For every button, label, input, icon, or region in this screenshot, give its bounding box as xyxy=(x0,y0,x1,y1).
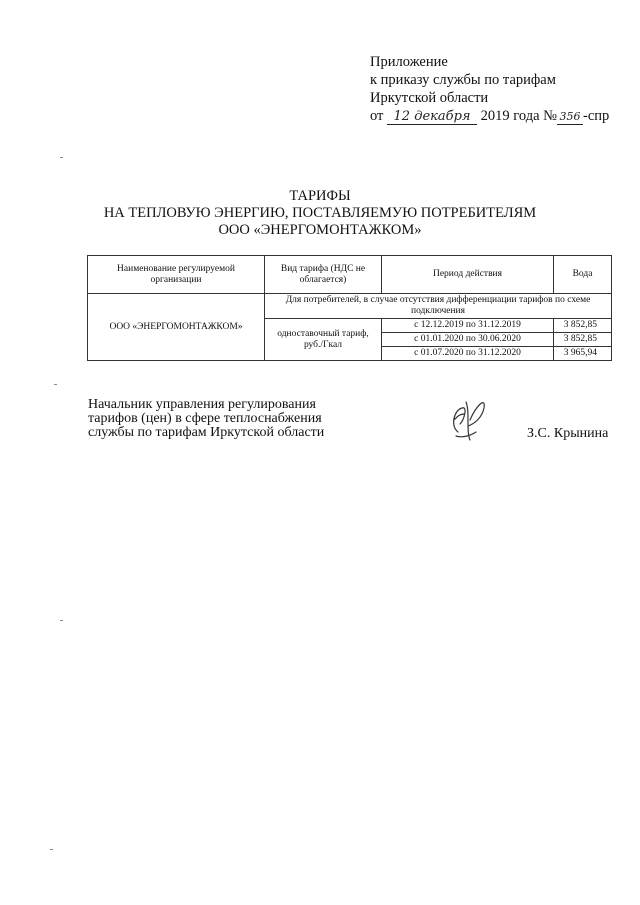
order-suffix: -спр xyxy=(582,108,610,124)
org-name-cell: ООО «ЭНЕРГОМОНТАЖКОМ» xyxy=(88,294,265,361)
table-row xyxy=(88,294,612,319)
header-water: Вода xyxy=(554,256,612,294)
header-org: Наименование регулируемой организации xyxy=(88,256,265,294)
appendix-order-ref: к приказу службы по тарифам xyxy=(370,72,556,88)
appendix-title: Приложение xyxy=(370,54,448,70)
handwritten-date: 12 декабря xyxy=(387,110,477,125)
signature-position xyxy=(88,398,324,440)
period-cell: с 01.01.2020 по 30.06.2020 xyxy=(382,333,554,347)
tariff-type-cell: одноставочный тариф, руб./Гкал xyxy=(265,319,382,361)
title-line-2: НА ТЕПЛОВУЮ ЭНЕРГИЮ, ПОСТАВЛЯЕМУЮ ПОТРЕБИТЕЛЯМ xyxy=(103,205,537,221)
scan-mark xyxy=(50,849,53,850)
document-title xyxy=(0,188,640,239)
position-line-1: Начальник управления регулирования xyxy=(88,397,316,412)
handwritten-signature-icon xyxy=(440,390,500,450)
appendix-header xyxy=(370,53,609,125)
appendix-region: Иркутской области xyxy=(370,90,489,106)
header-tariff-type: Вид тарифа (НДС не облагается) xyxy=(265,256,382,294)
order-prefix: от xyxy=(370,108,384,124)
value-cell: 3 852,85 xyxy=(554,319,612,333)
handwritten-order-number: 356 xyxy=(557,110,583,125)
signer-name: З.С. Крынина xyxy=(527,426,609,441)
scan-mark xyxy=(60,157,63,158)
tariff-table xyxy=(87,255,612,361)
title-line-3: ООО «ЭНЕРГОМОНТАЖКОМ» xyxy=(218,222,422,238)
table-header-row xyxy=(88,256,612,294)
position-line-3: службы по тарифам Иркутской области xyxy=(88,425,325,440)
order-date-line xyxy=(370,107,609,125)
position-line-2: тарифов (цен) в сфере теплоснабжения xyxy=(88,411,322,426)
value-cell: 3 852,85 xyxy=(554,333,612,347)
title-line-1: ТАРИФЫ xyxy=(289,188,351,204)
order-year: 2019 года № xyxy=(480,108,557,124)
period-cell: с 01.07.2020 по 31.12.2020 xyxy=(382,347,554,361)
header-period: Период действия xyxy=(382,256,554,294)
consumer-note-cell: Для потребителей, в случае отсутствия дифференциации тарифов по схеме подключения xyxy=(265,294,612,319)
scan-mark xyxy=(60,620,63,621)
scan-mark xyxy=(54,384,57,385)
value-cell: 3 965,94 xyxy=(554,347,612,361)
period-cell: с 12.12.2019 по 31.12.2019 xyxy=(382,319,554,333)
